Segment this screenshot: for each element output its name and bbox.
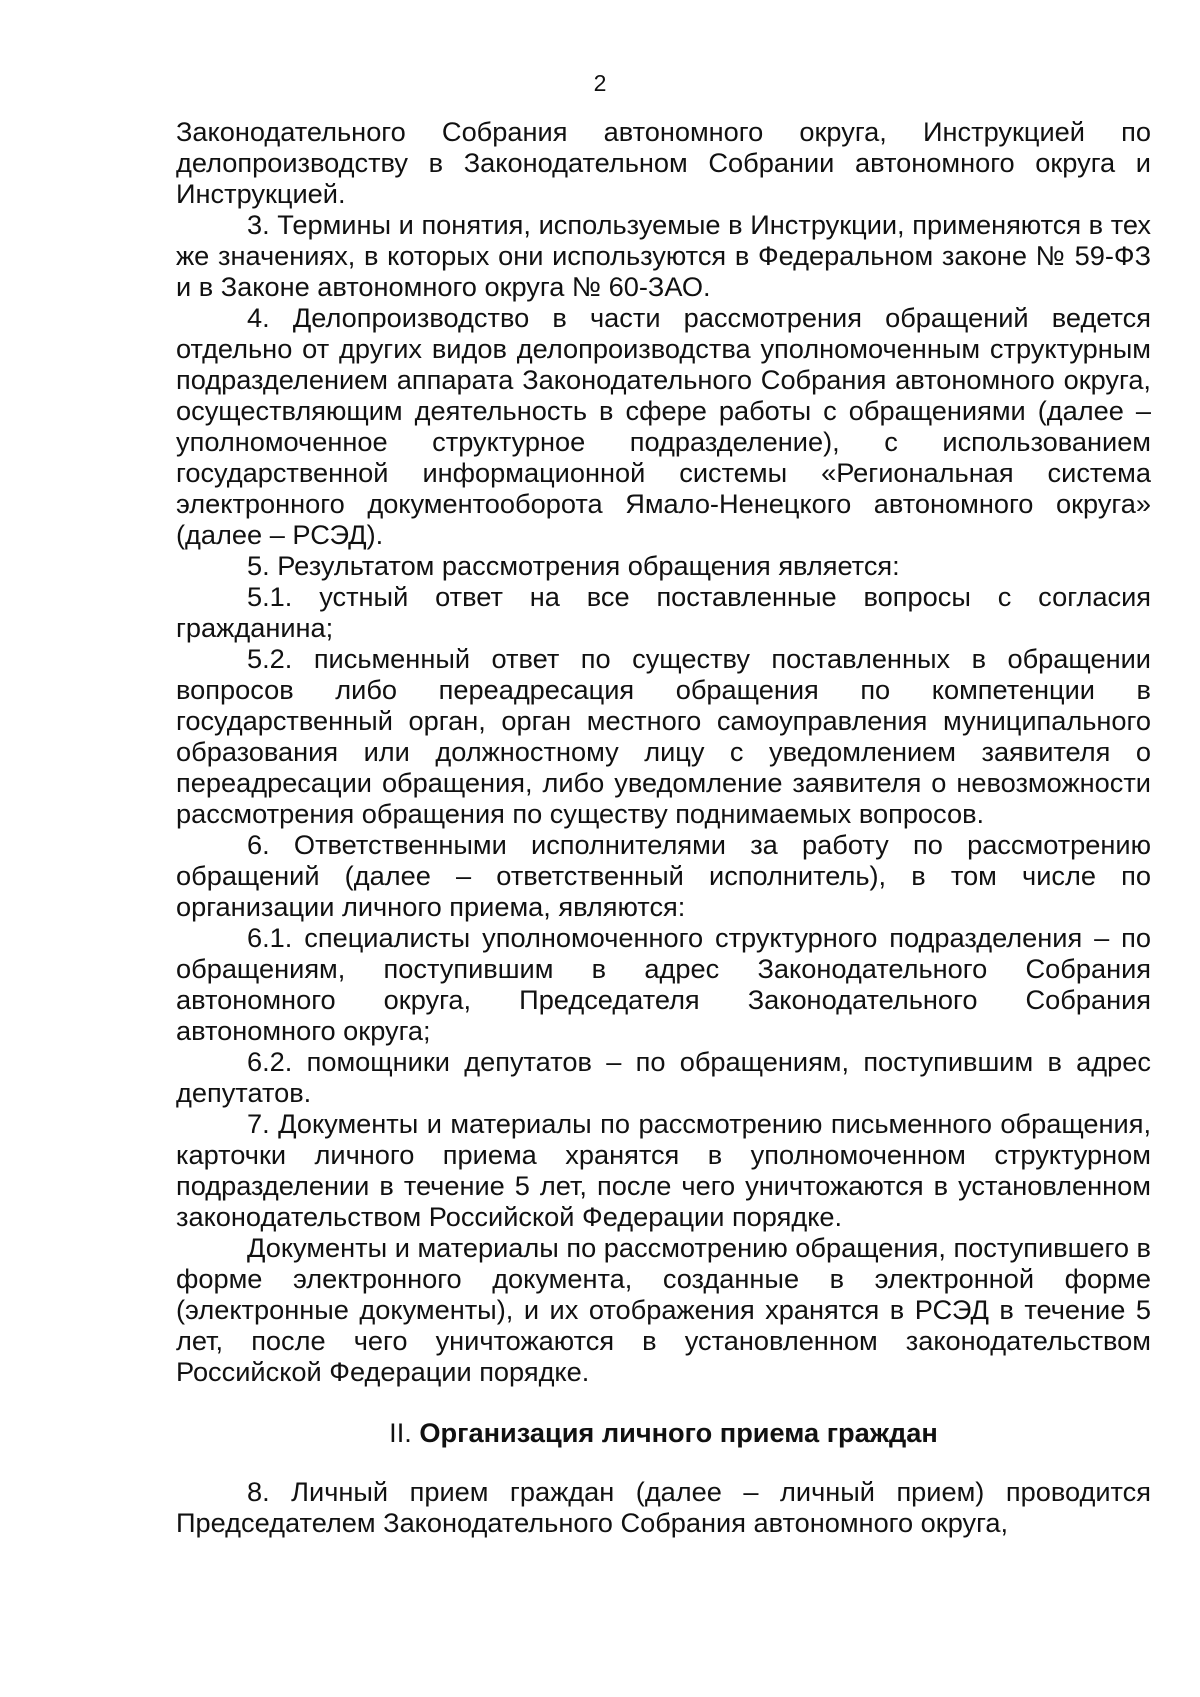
paragraph-5: 5. Результатом рассмотрения обращения является: xyxy=(247,550,900,581)
paragraph-8: 8. Личный прием граждан (далее – личный прием) проводится Председателем Законодательного Собрания автономного округа, xyxy=(176,1476,1151,1538)
paragraph-5-2: 5.2. письменный ответ по существу поставленных в обращении вопросов либо переадресация обращения по компетенции в государственный орган, орган местного самоуправления муниципального образования или должностному лицу с уведомлением заявителя о переадресации обращения, либо уведомление заявителя о невозможности рассмотрения обращения по существу поднимаемых вопросов. xyxy=(176,643,1151,829)
paragraph-6: 6. Ответственными исполнителями за работу по рассмотрению обращений (далее – ответственный исполнитель), в том числе по организации личного приема, являются: xyxy=(176,829,1151,922)
section-heading xyxy=(176,1417,1151,1448)
section-title: Организация личного приема граждан xyxy=(419,1417,938,1448)
paragraph-7: 7. Документы и материалы по рассмотрению письменного обращения, карточки личного приема хранятся в уполномоченном структурном подразделении в течение 5 лет, после чего уничтожаются в установленном законодательством Российской Федерации порядке. xyxy=(176,1108,1151,1232)
paragraph-4: 4. Делопроизводство в части рассмотрения обращений ведется отдельно от других видов делопроизводства уполномоченным структурным подразделением аппарата Законодательного Собрания автономного округа, осуществляющим деятельность в сфере работы с обращениями (далее – уполномоченное структурное подразделение), с использованием государственной информационной системы «Региональная система электронного документооборота Ямало-Ненецкого автономного округа» (далее – РСЭД). xyxy=(176,302,1151,550)
document-body xyxy=(176,116,1151,1538)
paragraph-continuation: Законодательного Собрания автономного округа, Инструкцией по делопроизводству в Законодательном Собрании автономного округа и Инструкцией. xyxy=(176,116,1151,209)
paragraph-6-2: 6.2. помощники депутатов – по обращениям, поступившим в адрес депутатов. xyxy=(176,1046,1151,1108)
paragraph-3: 3. Термины и понятия, используемые в Инструкции, применяются в тех же значениях, в которых они используются в Федеральном законе № 59-ФЗ и в Законе автономного округа № 60-ЗАО. xyxy=(176,209,1151,302)
paragraph-7-continuation: Документы и материалы по рассмотрению обращения, поступившего в форме электронного документа, созданные в электронной форме (электронные документы), и их отображения хранятся в РСЭД в течение 5 лет, после чего уничтожаются в установленном законодательством Российской Федерации порядке. xyxy=(176,1232,1151,1387)
paragraph-5-1: 5.1. устный ответ на все поставленные вопросы с согласия гражданина; xyxy=(176,581,1151,643)
section-number: II. xyxy=(389,1417,412,1448)
paragraph-6-1: 6.1. специалисты уполномоченного структурного подразделения – по обращениям, поступившим в адрес Законодательного Собрания автономного округа, Председателя Законодательного Собрания автономного округа; xyxy=(176,922,1151,1046)
page-number: 2 xyxy=(593,70,607,96)
